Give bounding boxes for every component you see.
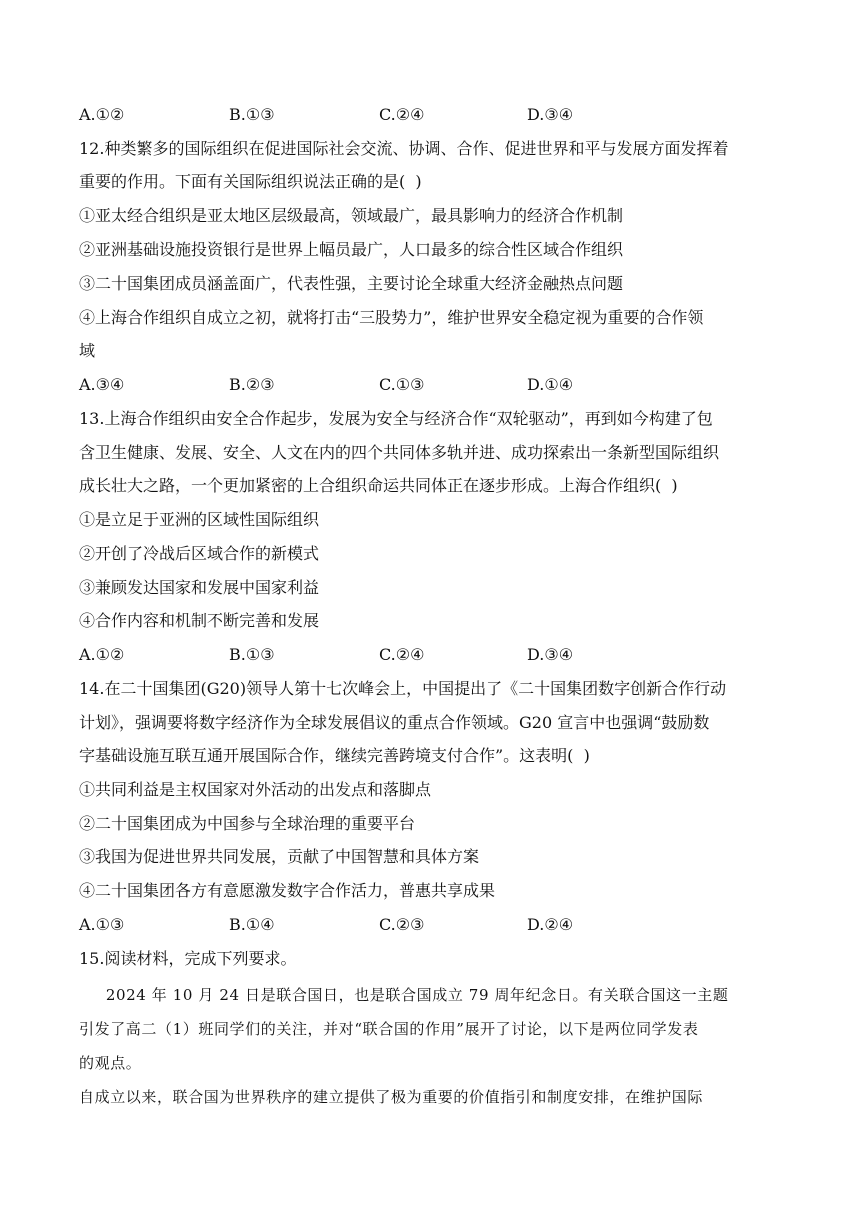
q13-statement-1: ①是立足于亚洲的区域性国际组织 (79, 510, 320, 529)
q12-statement-4-cont: 域 (79, 341, 96, 360)
q13-option-b: B.①③ (229, 645, 275, 664)
q14-statement-4: ④二十国集团各方有意愿激发数字合作活力，普惠共享成果 (79, 881, 496, 900)
q14-stem-line-3: 字基础设施互联互通开展国际合作，继续完善跨境支付合作”。这表明( ) (79, 746, 590, 765)
q14-option-a: A.①③ (79, 915, 125, 934)
q12-option-a: A.③④ (79, 375, 125, 394)
q13-stem-line-2: 含卫生健康、发展、安全、人文在内的四个共同体多轨并进、成功探索出一条新型国际组织 (79, 443, 720, 462)
q14-statement-2: ②二十国集团成为中国参与全球治理的重要平台 (79, 814, 416, 833)
q12-option-c: C.①③ (379, 375, 425, 394)
q14-stem-line-1: 14.在二十国集团(G20)领导人第十七次峰会上，中国提出了《二十国集团数字创新合作行动 (79, 679, 727, 698)
q12-statement-2: ②亚洲基础设施投资银行是世界上幅员最广，人口最多的综合性区域合作组织 (79, 240, 624, 259)
q14-option-b: B.①④ (229, 915, 275, 934)
q13-stem-line-3: 成长壮大之路，一个更加紧密的上合组织命运共同体正在逐步形成。上海合作组织( ) (79, 476, 678, 495)
q13-stem-line-1: 13.上海合作组织由安全合作起步，发展为安全与经济合作“双轮驱动”，再到如今构建了包 (79, 409, 713, 428)
q14-statement-3: ③我国为促进世界共同发展，贡献了中国智慧和具体方案 (79, 847, 480, 866)
q11-option-b: B.①③ (229, 105, 275, 124)
q11-option-a: A.①② (79, 105, 125, 124)
q15-material-line-3: 的观点。 (79, 1054, 142, 1072)
q11-option-d: D.③④ (527, 105, 574, 124)
q12-statement-4: ④上海合作组织自成立之初，就将打击“三股势力”，维护世界安全稳定视为重要的合作领 (79, 308, 704, 327)
q12-option-b: B.②③ (229, 375, 275, 394)
q13-option-d: D.③④ (527, 645, 574, 664)
q13-option-c: C.②④ (379, 645, 425, 664)
q12-stem-line-2: 重要的作用。下面有关国际组织说法正确的是( ) (79, 172, 422, 191)
q12-statement-3: ③二十国集团成员涵盖面广，代表性强，主要讨论全球重大经济金融热点问题 (79, 274, 624, 293)
q14-option-c: C.②③ (379, 915, 425, 934)
q14-stem-line-2: 计划》，强调要将数字经济作为全球发展倡议的重点合作领域。G20 宣言中也强调“鼓励数 (79, 713, 710, 732)
q13-statement-3: ③兼顾发达国家和发展中国家利益 (79, 578, 320, 597)
q15-material-line-2: 引发了高二（1）班同学们的关注，并对“联合国的作用”展开了讨论，以下是两位同学发表 (79, 1020, 699, 1038)
q15-stem: 15.阅读材料，完成下列要求。 (79, 949, 297, 968)
q12-statement-1: ①亚太经合组织是亚太地区层级最高，领域最广，最具影响力的经济合作机制 (79, 206, 624, 225)
q14-statement-1: ①共同利益是主权国家对外活动的出发点和落脚点 (79, 780, 432, 799)
q13-statement-4: ④合作内容和机制不断完善和发展 (79, 611, 320, 630)
q13-statement-2: ②开创了冷战后区域合作的新模式 (79, 544, 320, 563)
q15-material-line-1: 2024 年 10 月 24 日是联合国日，也是联合国成立 79 周年纪念日。有关联合国这一主题 (79, 986, 729, 1004)
q13-option-a: A.①② (79, 645, 125, 664)
q15-material-line-4: 自成立以来，联合国为世界秩序的建立提供了极为重要的价值指引和制度安排，在维护国际 (79, 1088, 704, 1106)
q12-option-d: D.①④ (527, 375, 574, 394)
q11-option-c: C.②④ (379, 105, 425, 124)
q12-stem-line-1: 12.种类繁多的国际组织在促进国际社会交流、协调、合作、促进世界和平与发展方面发挥着 (79, 139, 729, 158)
q14-option-d: D.②④ (527, 915, 574, 934)
